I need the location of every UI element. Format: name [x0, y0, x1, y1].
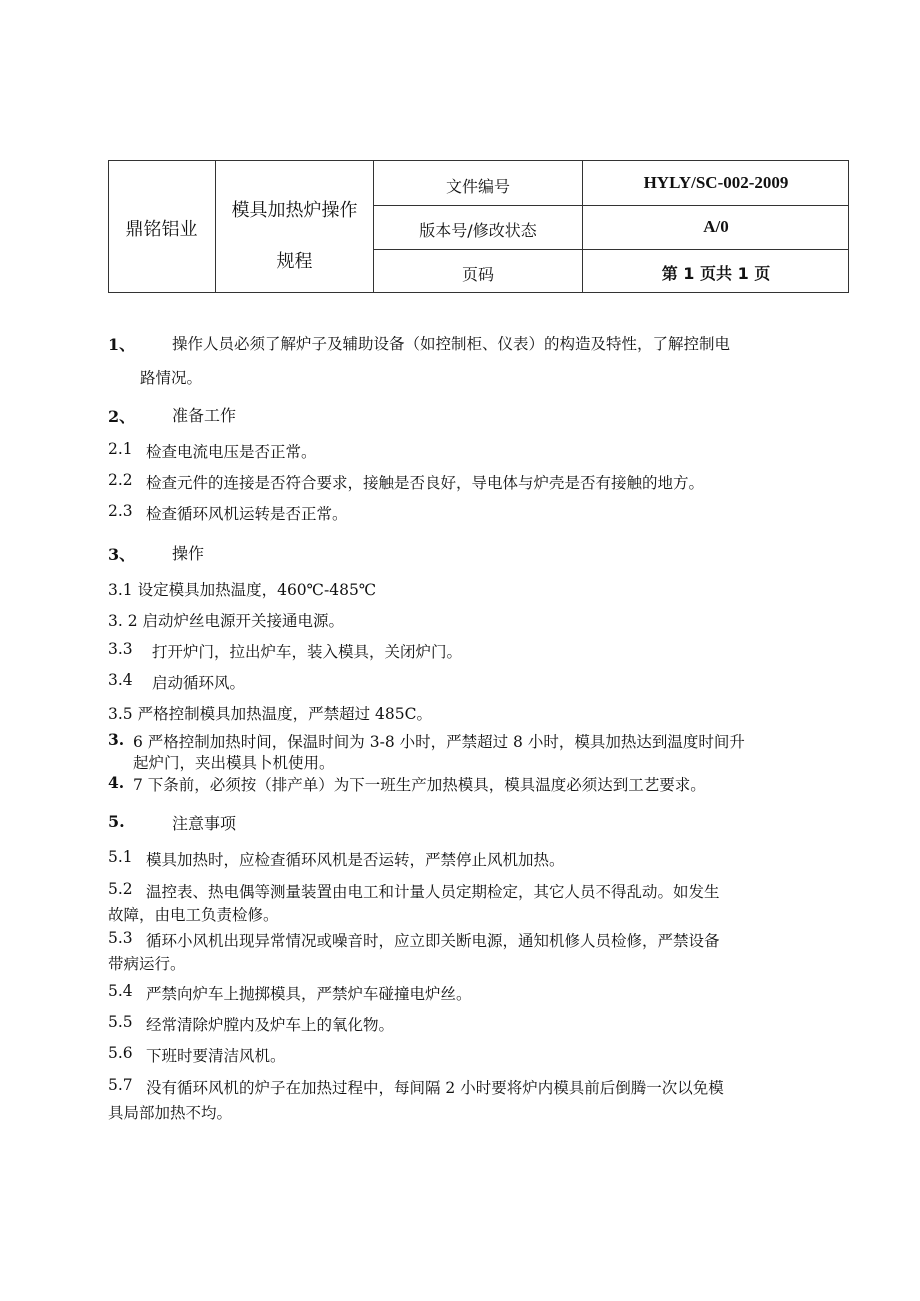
item-5-4-number: 5.4: [108, 982, 133, 1000]
table-border-top: [108, 160, 849, 161]
item-5-5-text: 经常清除炉膛内及炉车上的氧化物。: [146, 1016, 395, 1034]
item-5-6-number: 5.6: [108, 1044, 133, 1062]
item-5-7-line1: 没有循环风机的炉子在加热过程中，每间隔 2 小时要将炉内模具前后倒腾一次以免模: [146, 1079, 724, 1097]
item-4-7-number: 4.: [108, 773, 125, 792]
item-3-2: 3. 2 启动炉丝电源开关接通电源。: [108, 612, 345, 630]
section-1-number: 1、: [108, 335, 136, 354]
item-5-1-number: 5.1: [108, 848, 133, 866]
section-1-line1: 操作人员必须了解炉子及辅助设备（如控制柜、仪表）的构造及特性，了解控制电: [172, 335, 731, 353]
item-3-6-line1: 6 严格控制加热时间，保温时间为 3-8 小时，严禁超过 8 小时，模具加热达到温度时间升: [133, 733, 745, 751]
document-header-table: [108, 160, 849, 293]
item-5-1-text: 模具加热时，应检查循环风机是否运转，严禁停止风机加热。: [146, 851, 565, 869]
item-2-1-number: 2.1: [108, 440, 133, 458]
item-5-3-line1: 循环小风机出现异常情况或噪音时，应立即关断电源，通知机修人员检修，严禁设备: [146, 932, 720, 950]
table-row-divider-1: [373, 205, 849, 206]
page-value: 第 1 页共 1 页: [661, 264, 771, 283]
table-divider-1: [215, 160, 216, 293]
item-5-2-line2: 故障，由电工负责检修。: [108, 906, 279, 924]
item-3-5: 3.5 严格控制模具加热温度，严禁超过 485C。: [108, 705, 432, 723]
item-3-6-number: 3.: [108, 730, 125, 749]
item-5-2-number: 5.2: [108, 880, 133, 898]
item-5-4-text: 严禁向炉车上抛掷模具，严禁炉车碰撞电炉丝。: [146, 985, 472, 1003]
item-3-4-text: 启动循环风。: [152, 674, 246, 692]
item-5-3-number: 5.3: [108, 929, 133, 947]
item-5-6-text: 下班时要清洁风机。: [146, 1047, 286, 1065]
section-2-number: 2、: [108, 407, 136, 426]
item-5-7-line2: 具局部加热不均。: [108, 1104, 233, 1122]
section-3-number: 3、: [108, 545, 136, 564]
item-3-1: 3.1 设定模具加热温度，460℃-485℃: [108, 581, 377, 599]
item-3-3-number: 3.3: [108, 640, 133, 658]
item-2-2-number: 2.2: [108, 471, 133, 489]
table-row-divider-2: [373, 249, 849, 250]
doc-number-value: HYLY/SC-002-2009: [643, 173, 789, 192]
item-3-6-line2: 起炉门，夹出模具卜机使用。: [133, 754, 335, 772]
company-name: 鼎铭铝业: [125, 219, 198, 240]
item-5-3-line2: 带病运行。: [108, 955, 186, 973]
item-2-3-text: 检查循环风机运转是否正常。: [146, 505, 348, 523]
document-title-line2: 规程: [276, 251, 313, 272]
page-label: 页码: [461, 265, 494, 284]
item-5-5-number: 5.5: [108, 1013, 133, 1031]
section-5-number: 5.: [108, 812, 125, 831]
item-3-3-text: 打开炉门，拉出炉车，装入模具，关闭炉门。: [152, 643, 463, 661]
item-5-7-number: 5.7: [108, 1076, 133, 1094]
item-2-3-number: 2.3: [108, 502, 133, 520]
doc-number-label: 文件编号: [445, 177, 510, 196]
section-2-title: 准备工作: [172, 406, 237, 425]
table-border-bottom: [108, 292, 849, 293]
section-1-line2: 路情况。: [140, 369, 203, 387]
item-5-2-line1: 温控表、热电偶等测量装置由电工和计量人员定期检定，其它人员不得乱动。如发生: [146, 883, 720, 901]
section-5-title: 注意事项: [172, 814, 237, 833]
version-label: 版本号/修改状态: [419, 221, 537, 240]
item-2-1-text: 检查电流电压是否正常。: [146, 443, 317, 461]
section-3-title: 操作: [172, 544, 205, 563]
item-2-2-text: 检查元件的连接是否符合要求，接触是否良好，导电体与炉壳是否有接触的地方。: [146, 474, 705, 492]
document-title-line1: 模具加热炉操作: [231, 200, 358, 221]
version-value: A/0: [703, 217, 729, 236]
item-3-4-number: 3.4: [108, 671, 133, 689]
item-4-7-text: 7 下条前，必须按（排产单）为下一班生产加热模具，模具温度必须达到工艺要求。: [133, 776, 706, 794]
